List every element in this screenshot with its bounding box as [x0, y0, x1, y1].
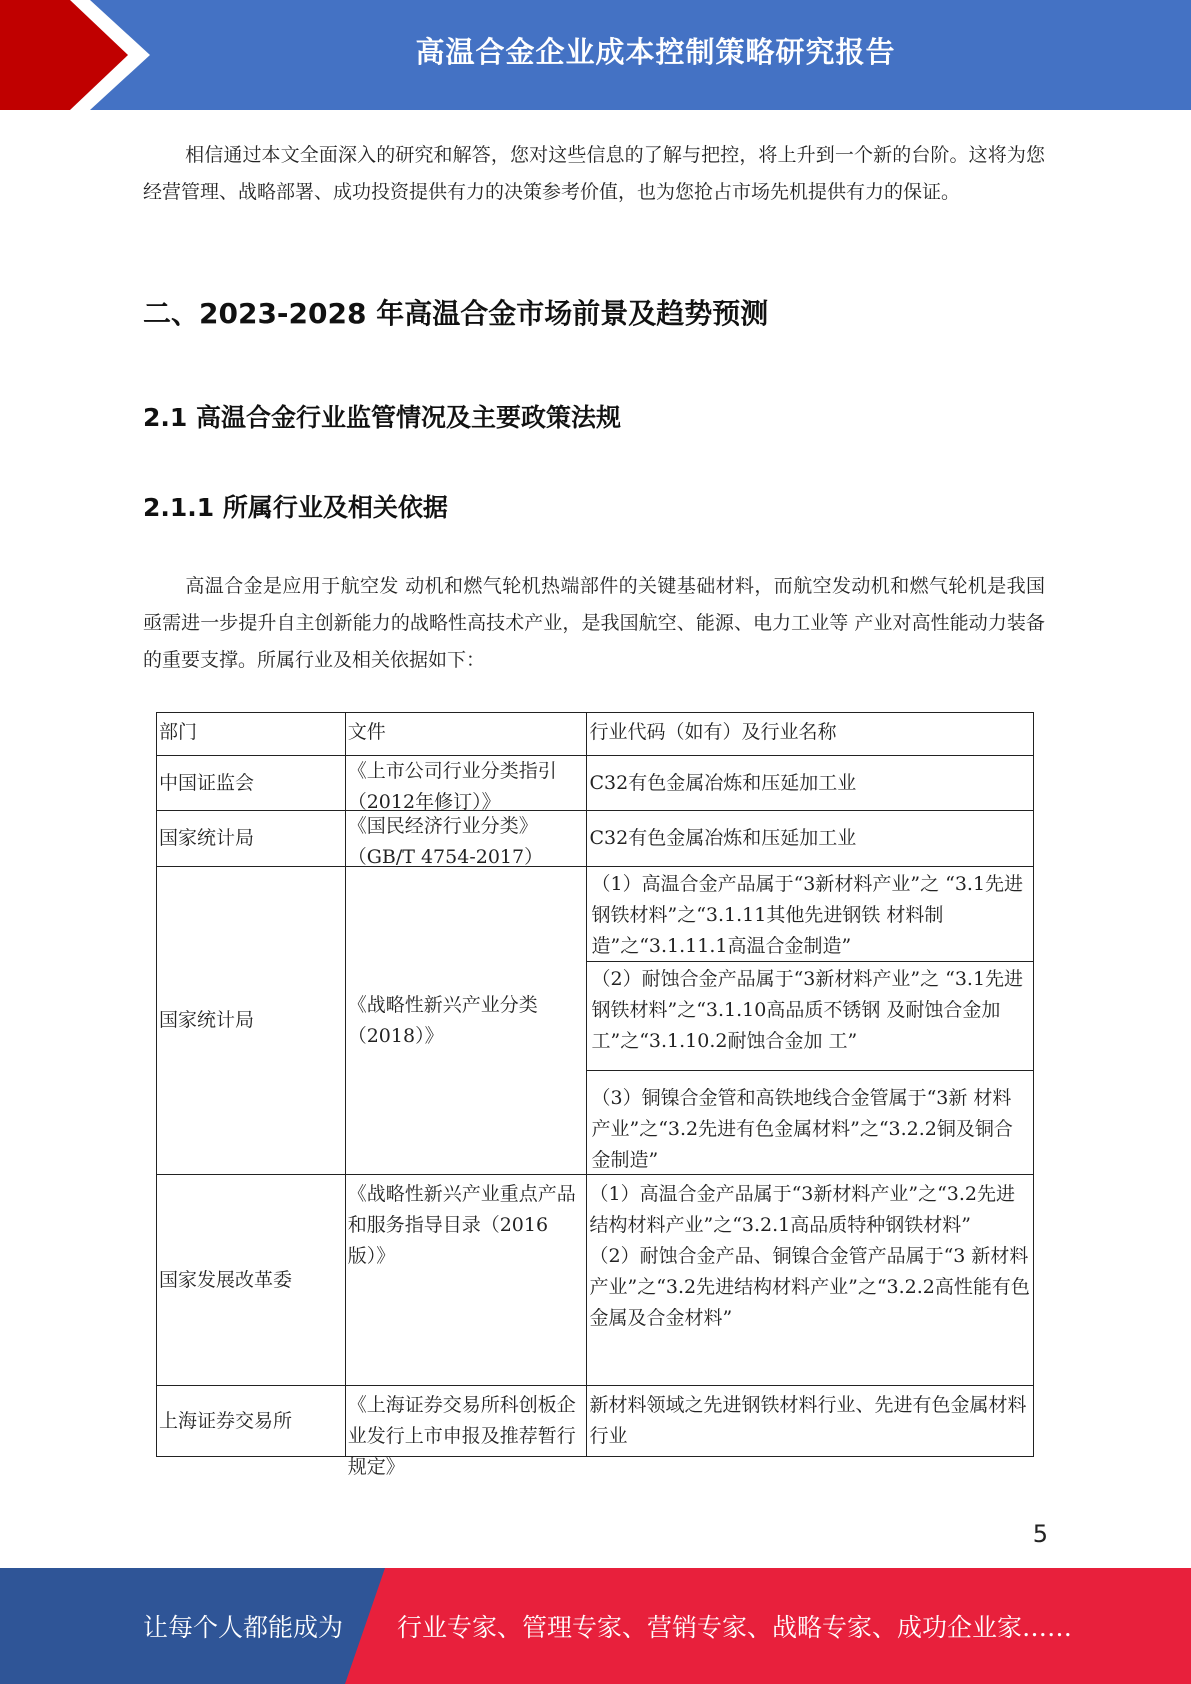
doc-cell: 《战略性新兴产业重点产品和服务指导目录（2016版）》: [345, 1175, 587, 1386]
table-header-row: [157, 713, 1034, 756]
doc-cell: 《上市公司行业分类指引（2012年修订）》: [347, 760, 557, 813]
code-item: （1）高温合金产品属于“3新材料产业”之 “3.1先进钢铁材料”之“3.1.11其他先进钢铁 材料制造”之“3.1.11.1高温合金制造”: [587, 867, 1033, 962]
page-header: [0, 0, 1191, 110]
footer-slogan-left: 让每个人都能成为: [143, 1613, 344, 1642]
dept-cell: 国家发展改革委: [157, 1175, 346, 1386]
intro-paragraph: 相信通过本文全面深入的研究和解答，您对这些信息的了解与把控，将上升到一个新的台阶。这将为您经营管理、战略部署、成功投资提供有力的决策参考价值，也为您抢占市场先机提供有力的保证。: [143, 144, 1045, 203]
dept-cell: 国家统计局: [157, 867, 346, 1175]
code-item: （2）耐蚀合金产品、铜镍合金管产品属于“3 新材料产业”之“3.2先进结构材料产业”之“3.2.2高性能有色金属及合金材料”: [589, 1245, 1030, 1329]
header-chevron-icon: [0, 0, 150, 110]
code-item: （1）高温合金产品属于“3新材料产业”之“3.2先进结构材料产业”之“3.2.1高品质特种钢铁材料”: [589, 1183, 1016, 1236]
table-header-cell: 行业代码（如有）及行业名称: [587, 713, 1034, 756]
code-cell: 新材料领域之先进钢铁材料行业、先进有色金属材料行业: [587, 1386, 1034, 1457]
code-cell: C32有色金属冶炼和压延加工业: [587, 811, 1034, 867]
dept-cell: 国家统计局: [157, 811, 346, 867]
dept-cell: 中国证监会: [157, 756, 346, 811]
code-item: （2）耐蚀合金产品属于“3新材料产业”之 “3.1先进钢铁材料”之“3.1.10高品质不锈钢 及耐蚀合金加工”之“3.1.10.2耐蚀合金加 工”: [587, 962, 1033, 1071]
code-cell: C32有色金属冶炼和压延加工业: [587, 756, 1034, 811]
doc-cell: 《国民经济行业分类》（GB/T 4754-2017）: [347, 815, 544, 868]
table-header-cell: 文件: [345, 713, 587, 756]
table-row: [157, 867, 1034, 1175]
subsubsection-title: 2.1.1 所属行业及相关依据: [143, 493, 448, 522]
page-number: 5: [1032, 1520, 1048, 1548]
table-header-cell: 部门: [157, 713, 346, 756]
code-item: （3）铜镍合金管和高铁地线合金管属于“3新 材料产业”之“3.2先进有色金属材料”之“3.2.2铜及铜合金制造”: [591, 1087, 1013, 1171]
table-row: [157, 1175, 1034, 1386]
table-row: [157, 756, 1034, 811]
doc-cell: 《战略性新兴产业分类（2018）》: [345, 867, 587, 1175]
table-row: [157, 811, 1034, 867]
section-title: 二、2023-2028 年高温合金市场前景及趋势预测: [143, 297, 769, 330]
subsection-title: 2.1 高温合金行业监管情况及主要政策法规: [143, 403, 621, 432]
dept-cell: 上海证券交易所: [157, 1386, 346, 1457]
footer-slogan-right: 行业专家、管理专家、营销专家、战略专家、成功企业家……: [397, 1613, 1073, 1642]
doc-cell: 《上海证券交易所科创板企业发行上市申报及推荐暂行规定》: [347, 1394, 576, 1478]
industry-basis-table: [156, 712, 1034, 1478]
table-row: [157, 1386, 1034, 1457]
page-footer: [0, 1568, 1191, 1684]
report-title: 高温合金企业成本控制策略研究报告: [415, 34, 896, 69]
body-paragraph: 高温合金是应用于航空发 动机和燃气轮机热端部件的关键基础材料，而航空发动机和燃气轮机是我国亟需进一步提升自主创新能力的战略性高技术产业，是我国航空、能源、电力工业等 产业对高性能动力装备的重要支撑。所属行业及相关依据如下：: [143, 575, 1045, 671]
